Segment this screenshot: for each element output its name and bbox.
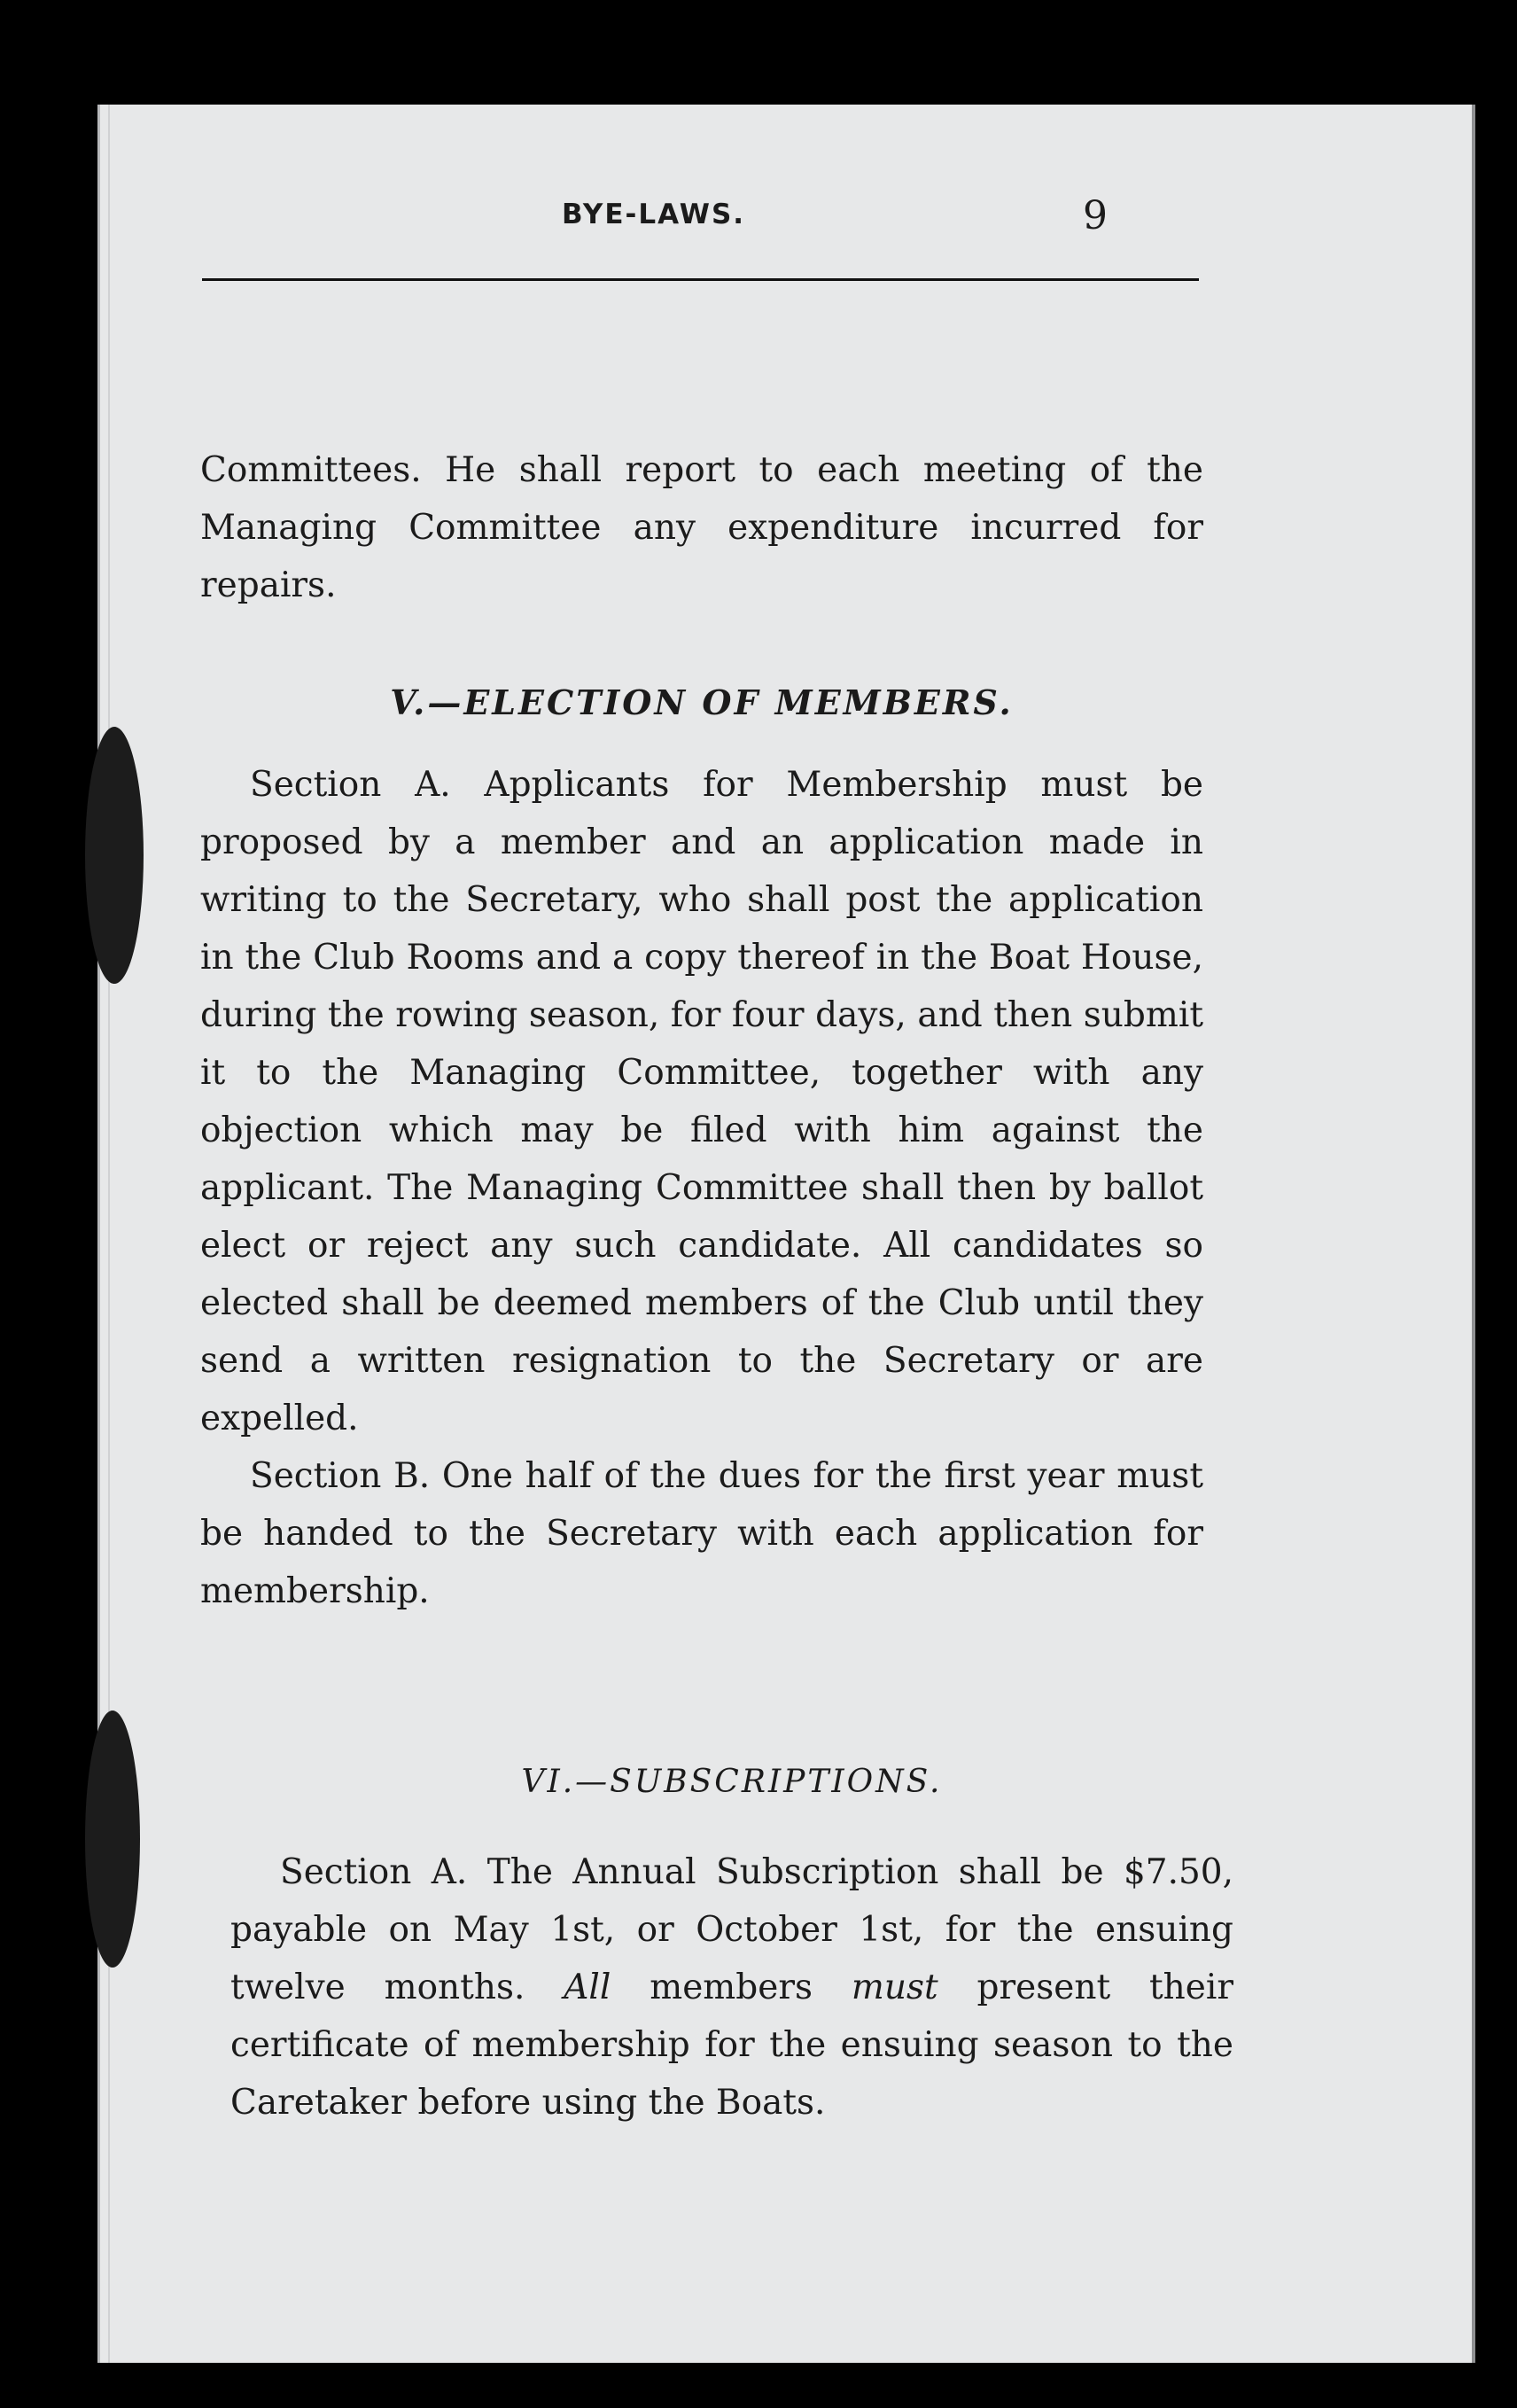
binding-hole-lower	[85, 1711, 140, 1968]
binding-hole-upper	[85, 727, 144, 984]
section-vi-a-must: must	[851, 1968, 938, 2007]
continued-text: Committees. He shall report to each meeting of the Managing Committee any expenditure incurred for repairs.	[200, 450, 1203, 605]
section-vi-a-all: All	[564, 1968, 611, 2007]
header-rule	[202, 278, 1199, 281]
continued-paragraph	[200, 441, 1203, 614]
section-v-b-paragraph: Section B. One half of the dues for the first year must be handed to the Secretary with each application for membership.	[200, 1456, 1203, 1611]
running-title: BYE-LAWS.	[562, 199, 746, 230]
page-number: 9	[1083, 193, 1108, 238]
page-fold-line	[108, 105, 110, 2363]
section-v-a-paragraph: Section A. Applicants for Membership must be proposed by a member and an application made in writing to the Secretary, who shall post the application in the Club Rooms and a copy thereof in the Boat House, during the rowing season, for four days, and then submit it to the Managing Committee, together with any objection which may be filed with him against the applicant. The Managing Committee shall then by ballot elect or reject any such candidate. All candidates so elected shall be deemed members of the Club until they send a written resignation to the Secretary or are expelled.	[200, 765, 1203, 1438]
section-vi-a-paragraph	[230, 1843, 1233, 2131]
section-vi-heading: VI.—SUBSCRIPTIONS.	[521, 1764, 943, 1800]
section-vi-a-text-1: Section A. The Annual Subscription shall be $7.50, payable on May 1st, or October 1st, for the ensuing twelve months.	[230, 1852, 1233, 2007]
section-v-body	[200, 756, 1203, 1620]
section-vi-a-members: members	[650, 1968, 813, 2007]
section-vi-a-text-2: present their certificate of membership for the ensuing season to the Caretaker before using the Boats.	[230, 1968, 1233, 2123]
section-v-heading: V.—ELECTION OF MEMBERS.	[390, 682, 1014, 722]
section-vi-body	[230, 1843, 1233, 2131]
page-left-edge	[97, 105, 100, 2363]
page-right-edge	[1472, 105, 1475, 2363]
